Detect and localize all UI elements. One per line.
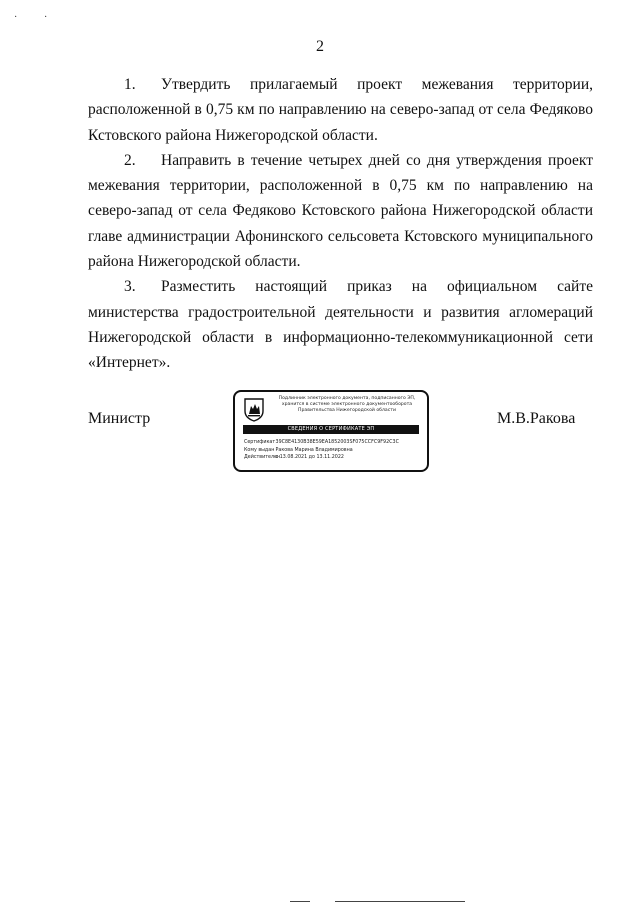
valid-label: Действителен <box>244 455 281 461</box>
issued-to-label: Кому выдан <box>244 447 275 453</box>
signer-position: Министр <box>88 410 151 427</box>
valid-value: с 13.08.2021 до 13.11.2022 <box>275 455 344 461</box>
paragraph-3 <box>88 274 593 375</box>
stamp-details <box>244 439 424 462</box>
certificate-row <box>244 439 424 447</box>
paragraph-2 <box>88 148 593 274</box>
scan-mark: · <box>14 12 18 23</box>
scan-artifact-line <box>335 901 465 902</box>
paragraph-1 <box>88 72 593 148</box>
scan-mark: · <box>44 12 48 23</box>
page-number: 2 <box>316 38 324 55</box>
paragraph-number: 3. <box>124 278 136 296</box>
stamp-note: Подлинник электронного документа, подписанного ЭП, хранится в системе электронного документооборота Правительства Нижегородской области <box>278 396 416 413</box>
certificate-label: Сертификат <box>244 440 276 445</box>
issued-to-row <box>244 447 424 455</box>
paragraph-number: 1. <box>124 76 136 93</box>
scan-artifact-line <box>290 901 310 902</box>
paragraph-number: 2. <box>124 151 136 169</box>
paragraph-text: Утвердить прилагаемый проект межевания территории, расположенной в 0,75 км по направлению на северо-запад от села Федяково Кстовского района Нижегородской области. <box>88 76 593 144</box>
certificate-value: 39C8E4130B38E59EA1852003SF075CCFC9F92C3C <box>275 440 399 445</box>
valid-row <box>244 454 424 462</box>
document-body <box>88 72 593 376</box>
stamp-header: СВЕДЕНИЯ О СЕРТИФИКАТЕ ЭП <box>243 425 419 434</box>
signer-name: М.В.Ракова <box>497 410 576 427</box>
coat-of-arms-icon <box>243 397 265 422</box>
issued-to-value: Ракова Марина Владимировна <box>275 447 353 453</box>
paragraph-text: Разместить настоящий приказ на официальном сайте министерства градостроительной деятельности и развития агломераций Нижегородской области в информационно-телекоммуникационной сети «Интернет». <box>88 278 593 372</box>
electronic-signature-stamp <box>233 390 429 472</box>
paragraph-text: Направить в течение четырех дней со дня утверждения проект межевания территории, расположенной в 0,75 км по направлению на северо-запад от села Федяково Кстовского района Нижегородской области главе администрации Афонинского сельсовета Кстовского муниципального района Нижегородской области. <box>88 151 593 271</box>
